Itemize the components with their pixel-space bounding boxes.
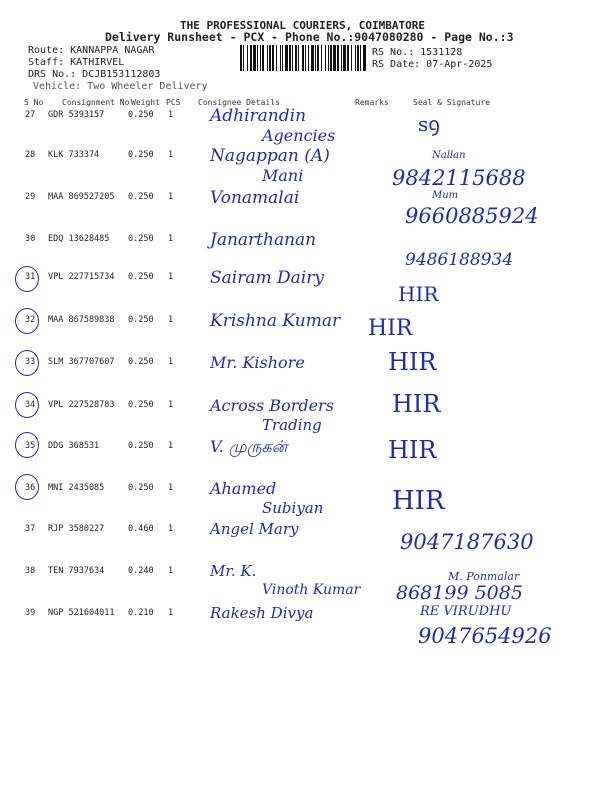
row-pcs: 1: [168, 272, 174, 282]
row-consignment-no: SLM 367707607: [48, 357, 115, 367]
sno-circle-35: [15, 432, 39, 458]
sno-circle-33: [15, 350, 39, 376]
drs-number: DRS No.: DCJB153112803: [28, 69, 161, 80]
row-consignee-name: Across Borders: [210, 396, 334, 415]
row-sno: 29: [25, 192, 36, 202]
row-weight: 0.250: [128, 234, 154, 244]
row-sno: 31: [25, 272, 36, 282]
row-consignee-name: Rakesh Divya: [210, 604, 314, 622]
col-consignment: Consignment No: [62, 98, 130, 107]
signature-33: HIR: [388, 348, 437, 376]
row-sno: 33: [25, 357, 36, 367]
staff-label: Staff: KATHIRVEL: [28, 57, 125, 68]
row-consignee-name: V. முருகன்: [210, 437, 288, 456]
signature-37-phone: 9047187630: [400, 530, 534, 554]
row-consignee-name: Vonamalai: [210, 188, 300, 208]
row-sno: 32: [25, 315, 36, 325]
row-weight: 0.210: [128, 608, 154, 618]
row-weight: 0.250: [128, 400, 154, 410]
row-consignee-name-2: Agencies: [262, 126, 336, 145]
row-consignment-no: KLK 733374: [48, 150, 100, 160]
row-consignment-no: TEN 7937634: [48, 566, 105, 576]
row-consignee-name: Krishna Kumar: [210, 311, 341, 331]
row-weight: 0.460: [128, 524, 154, 534]
route-label: Route: KANNAPPA NAGAR: [28, 45, 155, 56]
row-sno: 34: [25, 400, 36, 410]
row-weight: 0.250: [128, 483, 154, 493]
row-weight: 0.250: [128, 272, 154, 282]
row-sno: 28: [25, 150, 36, 160]
row-sno: 37: [25, 524, 36, 534]
row-consignee-name: Adhirandin: [210, 106, 307, 126]
row-pcs: 1: [168, 192, 174, 202]
row-pcs: 1: [168, 566, 174, 576]
row-consignee-name: Angel Mary: [210, 520, 299, 538]
row-weight: 0.250: [128, 110, 154, 120]
row-consignment-no: MAA 867589838: [48, 315, 115, 325]
row-consignment-no: MAA 869527205: [48, 192, 115, 202]
row-weight: 0.250: [128, 441, 154, 451]
signature-35: HIR: [388, 436, 437, 464]
col-remarks: Remarks: [355, 98, 389, 107]
signature-39-phone: 9047654926: [418, 624, 552, 648]
row-pcs: 1: [168, 608, 174, 618]
signature-29-name: Mum: [432, 190, 459, 201]
row-consignment-no: EDQ 13628485: [48, 234, 110, 244]
col-seal-signature: Seal & Signature: [413, 98, 491, 107]
row-sno: 39: [25, 608, 36, 618]
row-consignee-name: Mr. K.: [210, 562, 257, 580]
row-consignment-no: RJP 3580227: [48, 524, 105, 534]
row-sno: 27: [25, 110, 36, 120]
row-consignment-no: VPL 227715734: [48, 272, 115, 282]
signature-34: HIR: [392, 390, 441, 418]
rs-date: RS Date: 07-Apr-2025: [372, 59, 493, 70]
company-name: THE PROFESSIONAL COURIERS, COIMBATORE: [180, 19, 426, 32]
signature-30-phone: 9486188934: [405, 250, 514, 270]
col-sno: S No: [24, 98, 44, 107]
row-consignment-no: NGP 521604011: [48, 608, 115, 618]
row-weight: 0.250: [128, 150, 154, 160]
row-consignee-name-2: Subiyan: [262, 499, 324, 517]
row-sno: 30: [25, 234, 36, 244]
signature-28-name: Nallan: [432, 150, 466, 161]
row-consignee-name: Ahamed: [210, 479, 277, 498]
rs-number: RS No.: 1531128: [372, 47, 463, 58]
row-pcs: 1: [168, 400, 174, 410]
row-sno: 36: [25, 483, 36, 493]
row-consignment-no: MNI 2435085: [48, 483, 105, 493]
sno-circle-31: [15, 266, 39, 292]
signature-29-phone: 9660885924: [405, 204, 539, 228]
row-weight: 0.240: [128, 566, 154, 576]
sno-circle-34: [15, 392, 39, 418]
row-sno: 35: [25, 441, 36, 451]
row-sno: 38: [25, 566, 36, 576]
row-consignee-name: Mr. Kishore: [210, 353, 305, 372]
col-consignee: Consignee Details: [198, 98, 280, 107]
row-pcs: 1: [168, 357, 174, 367]
signature-36: HIR: [392, 486, 445, 516]
vehicle-label: Vehicle: Two Wheeler Delivery: [33, 81, 208, 92]
row-consignee-name: Nagappan (A): [210, 146, 330, 166]
signature-38-name: M. Ponmalar: [448, 570, 520, 583]
row-consignee-name-2: Trading: [262, 416, 322, 434]
col-weight: Weight: [131, 98, 160, 107]
barcode-icon: [240, 45, 368, 73]
runsheet-title: Delivery Runsheet - PCX - Phone No.:9047080280 - Page No.:3: [105, 30, 514, 44]
signature-38-phone: 868199 5085: [396, 582, 523, 604]
row-consignee-name: Sairam Dairy: [210, 268, 324, 288]
signature-39-name: RE VIRUDHU: [420, 604, 512, 619]
sno-circle-32: [15, 308, 39, 334]
col-pcs: PCS: [166, 98, 181, 107]
signature-32: HIR: [368, 316, 413, 341]
row-weight: 0.250: [128, 315, 154, 325]
row-pcs: 1: [168, 234, 174, 244]
signature-28-phone: 9842115688: [392, 166, 526, 190]
row-pcs: 1: [168, 524, 174, 534]
row-pcs: 1: [168, 315, 174, 325]
row-consignee-name-2: Mani: [262, 166, 304, 185]
sno-circle-36: [15, 474, 39, 500]
row-weight: 0.250: [128, 357, 154, 367]
row-consignment-no: DDG 368531: [48, 441, 100, 451]
row-consignee-name: Janarthanan: [210, 230, 317, 250]
row-weight: 0.250: [128, 192, 154, 202]
row-pcs: 1: [168, 441, 174, 451]
row-pcs: 1: [168, 150, 174, 160]
row-pcs: 1: [168, 110, 174, 120]
row-pcs: 1: [168, 483, 174, 493]
row-consignment-no: GDR 5393157: [48, 110, 105, 120]
signature-31: HIR: [398, 282, 439, 306]
row-consignment-no: VPL 227528783: [48, 400, 115, 410]
row-consignee-name-2: Vinoth Kumar: [262, 582, 361, 598]
signature-27: ꜱꝯ: [418, 112, 441, 136]
